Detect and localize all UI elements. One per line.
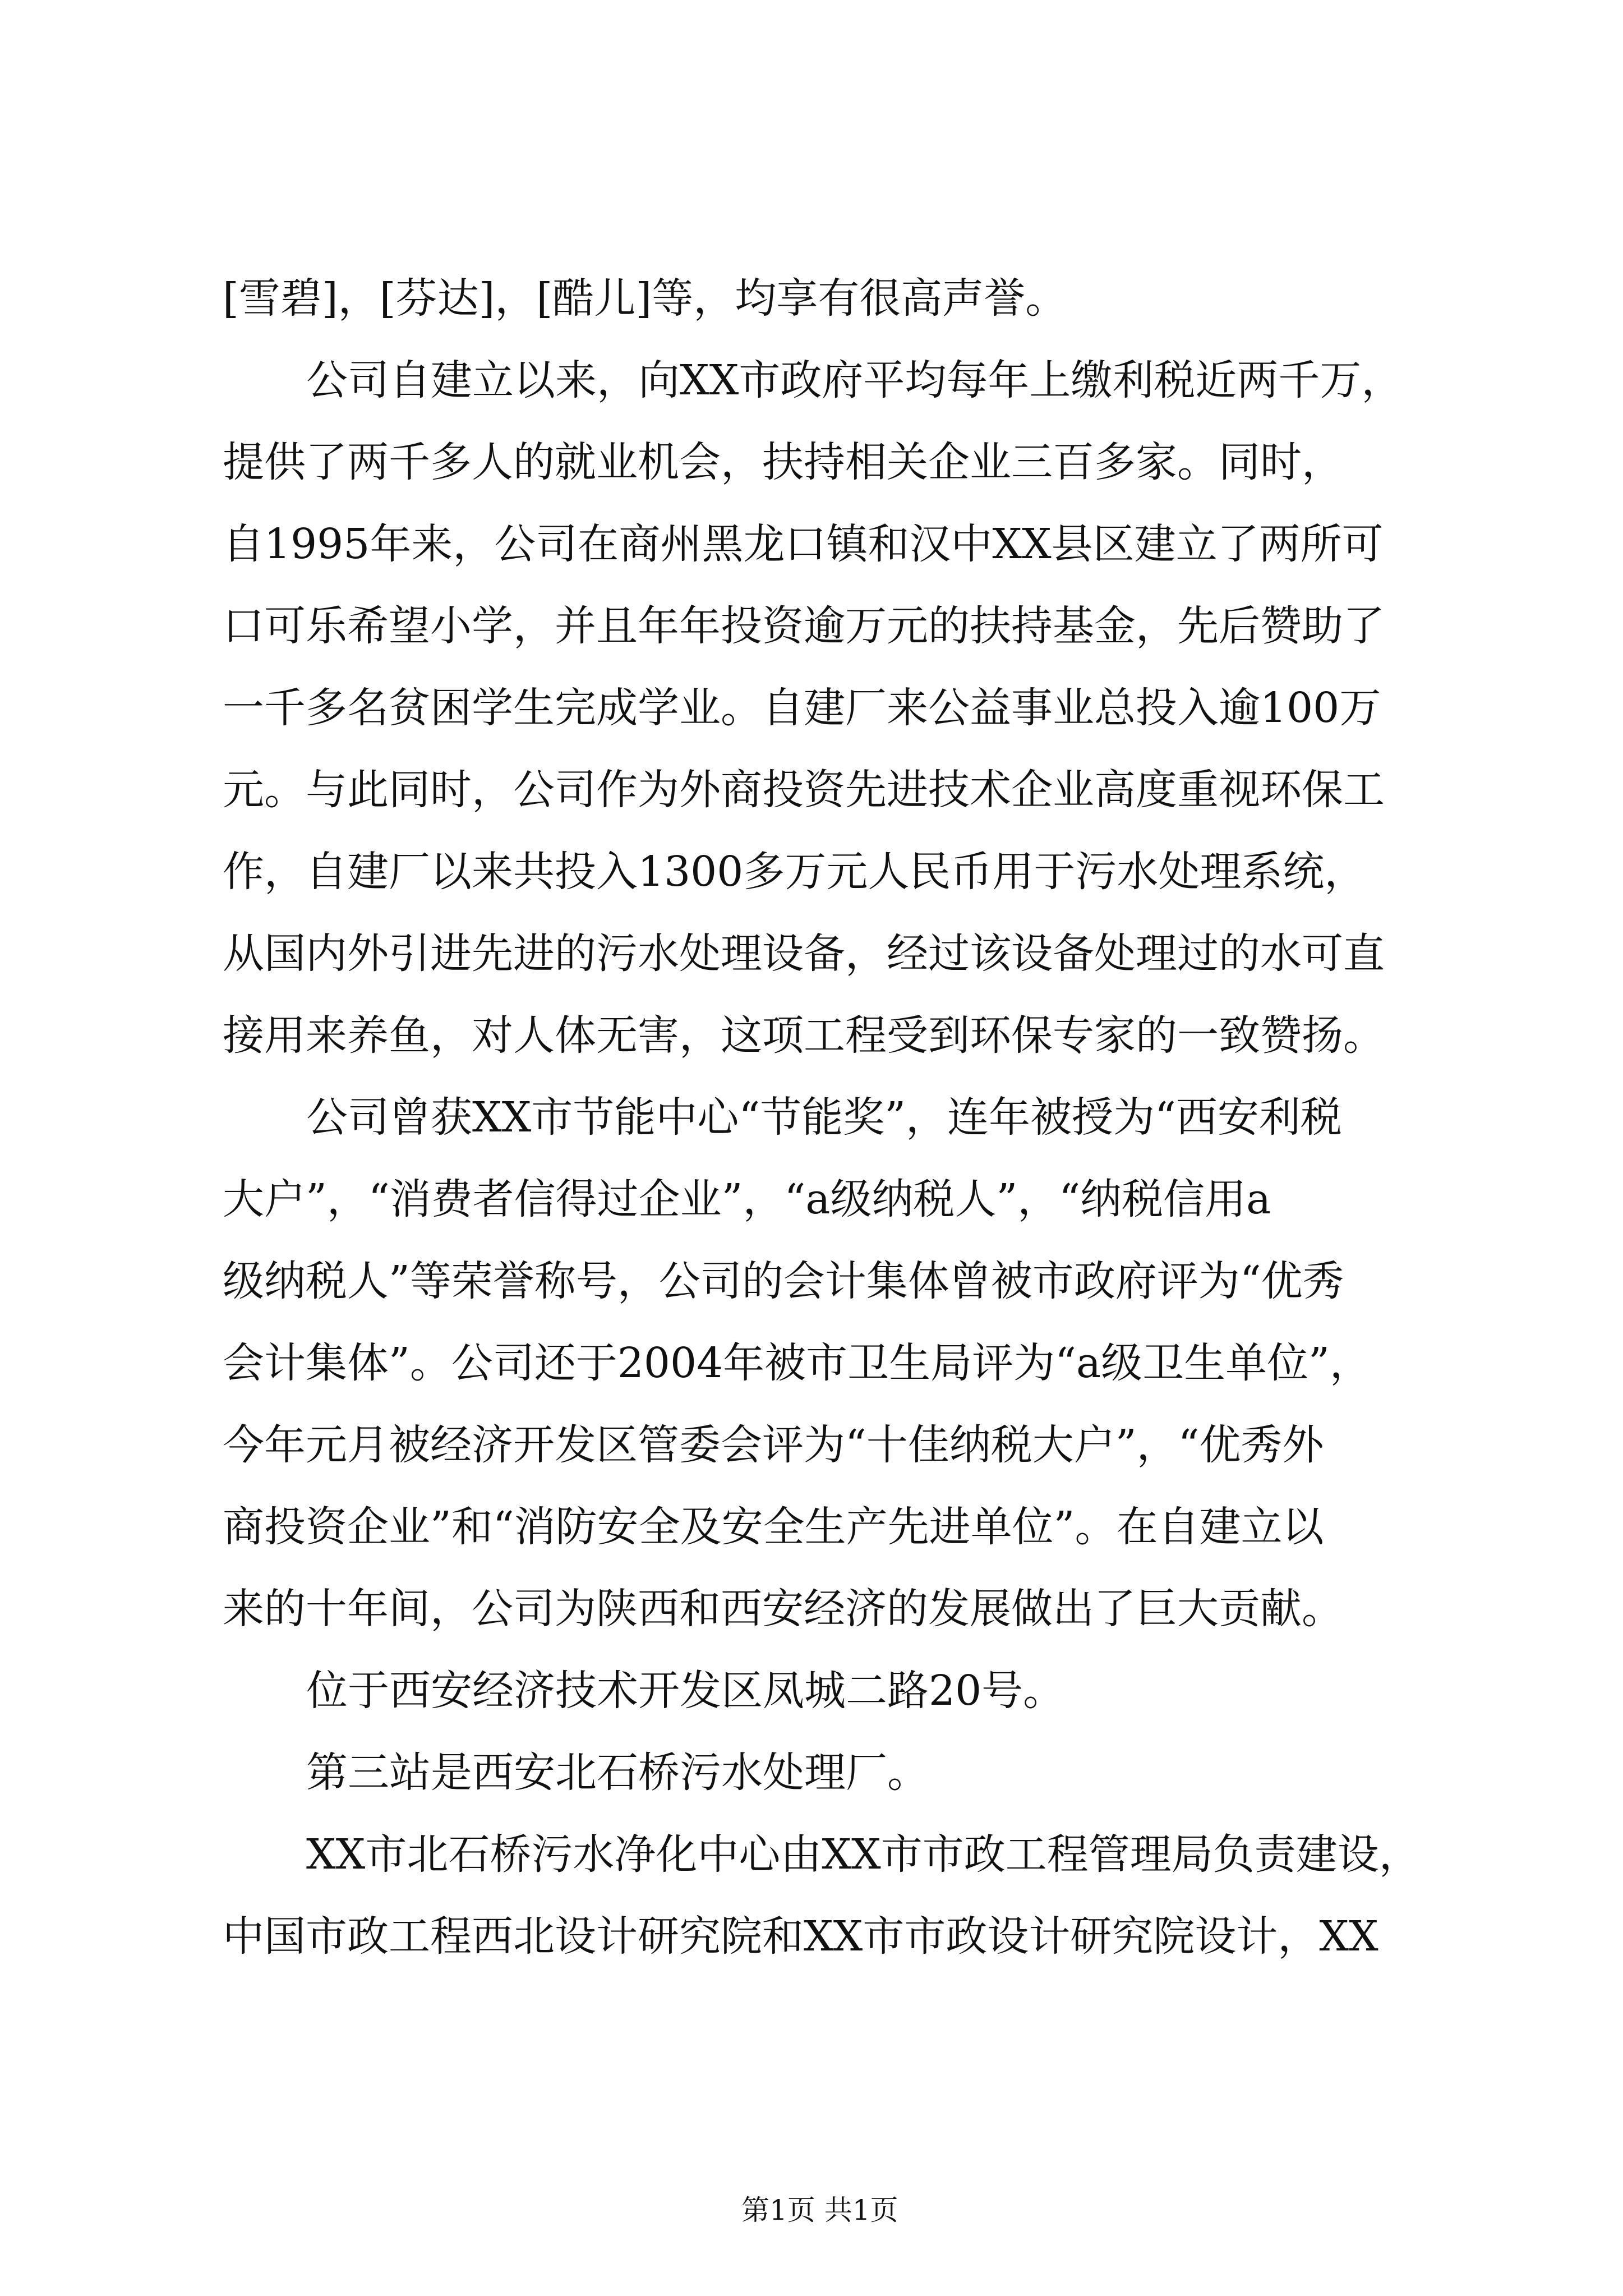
- text-line: [0, 1327, 1623, 1400]
- line-text: 会计集体”。公司还于2004年被市卫生局评为“a级卫生单位”，: [223, 1339, 1371, 1387]
- text-line: [0, 1490, 1623, 1563]
- line-text: 大户”，“消费者信得过企业”，“a级纳税人”，“纳税信用a: [223, 1175, 1271, 1223]
- line-text: 第三站是西安北石桥污水处理厂。: [306, 1749, 929, 1797]
- line-text: 公司自建立以来，向XX市政府平均每年上缴利税近两千万，: [306, 356, 1403, 404]
- text-line: [0, 508, 1623, 581]
- line-text: 作，自建厂以来共投入1300多万元人民币用于污水处理系统，: [223, 848, 1366, 896]
- paragraph-first-line: [0, 1654, 1623, 1727]
- text-line: [0, 1409, 1623, 1481]
- page-number: 第1页 共1页: [741, 2194, 898, 2226]
- text-line: [0, 1900, 1623, 1973]
- text-line: [0, 917, 1623, 990]
- line-text: 来的十年间，公司为陕西和西安经济的发展做出了巨大贡献。: [223, 1585, 1343, 1633]
- paragraph-first-line: [0, 1818, 1623, 1891]
- line-text: 自1995年来，公司在商州黑龙口镇和汉中XX县区建立了两所可: [223, 520, 1384, 568]
- line-text: 口可乐希望小学，并且年年投资逾万元的扶持基金，先后赞助了: [223, 602, 1385, 650]
- line-text: 从国内外引进先进的污水处理设备，经过该设备处理过的水可直: [223, 930, 1385, 978]
- text-line: [0, 426, 1623, 499]
- paragraph-first-line: [0, 344, 1623, 417]
- text-line: [0, 835, 1623, 908]
- line-text: [雪碧]，[芬达]，[酷儿]等，均享有很高声誉。: [223, 274, 1067, 323]
- text-line: [0, 1163, 1623, 1236]
- line-text: 提供了两千多人的就业机会，扶持相关企业三百多家。同时，: [223, 438, 1343, 486]
- text-line: [0, 1572, 1623, 1645]
- line-text: 一千多名贫困学生完成学业。自建厂来公益事业总投入逾100万: [223, 684, 1381, 732]
- line-text: 级纳税人”等荣誉称号，公司的会计集体曾被市政府评为“优秀: [223, 1257, 1344, 1305]
- line-text: XX市北石桥污水净化中心由XX市市政工程管理局负责建设，: [306, 1830, 1421, 1879]
- line-text: 位于西安经济技术开发区凤城二路20号。: [306, 1667, 1065, 1715]
- line-text: 接用来养鱼，对人体无害，这项工程受到环保专家的一致赞扬。: [223, 1011, 1385, 1060]
- text-line: [0, 262, 1623, 335]
- line-text: 今年元月被经济开发区管委会评为“十佳纳税大户”，“优秀外: [223, 1421, 1324, 1469]
- paragraph-first-line: [0, 1081, 1623, 1154]
- line-text: 中国市政工程西北设计研究院和XX市市政设计研究院设计，XX: [223, 1912, 1378, 1961]
- text-line: [0, 671, 1623, 744]
- text-line: [0, 753, 1623, 826]
- text-line: [0, 999, 1623, 1072]
- paragraph-first-line: [0, 1736, 1623, 1809]
- text-line: [0, 1245, 1623, 1318]
- line-text: 公司曾获XX市节能中心“节能奖”，连年被授为“西安利税: [306, 1093, 1342, 1142]
- line-text: 商投资企业”和“消防安全及安全生产先进单位”。在自建立以: [223, 1503, 1324, 1551]
- line-text: 元。与此同时，公司作为外商投资先进技术企业高度重视环保工: [223, 766, 1385, 814]
- page-footer: [0, 2191, 1623, 2230]
- text-line: [0, 590, 1623, 662]
